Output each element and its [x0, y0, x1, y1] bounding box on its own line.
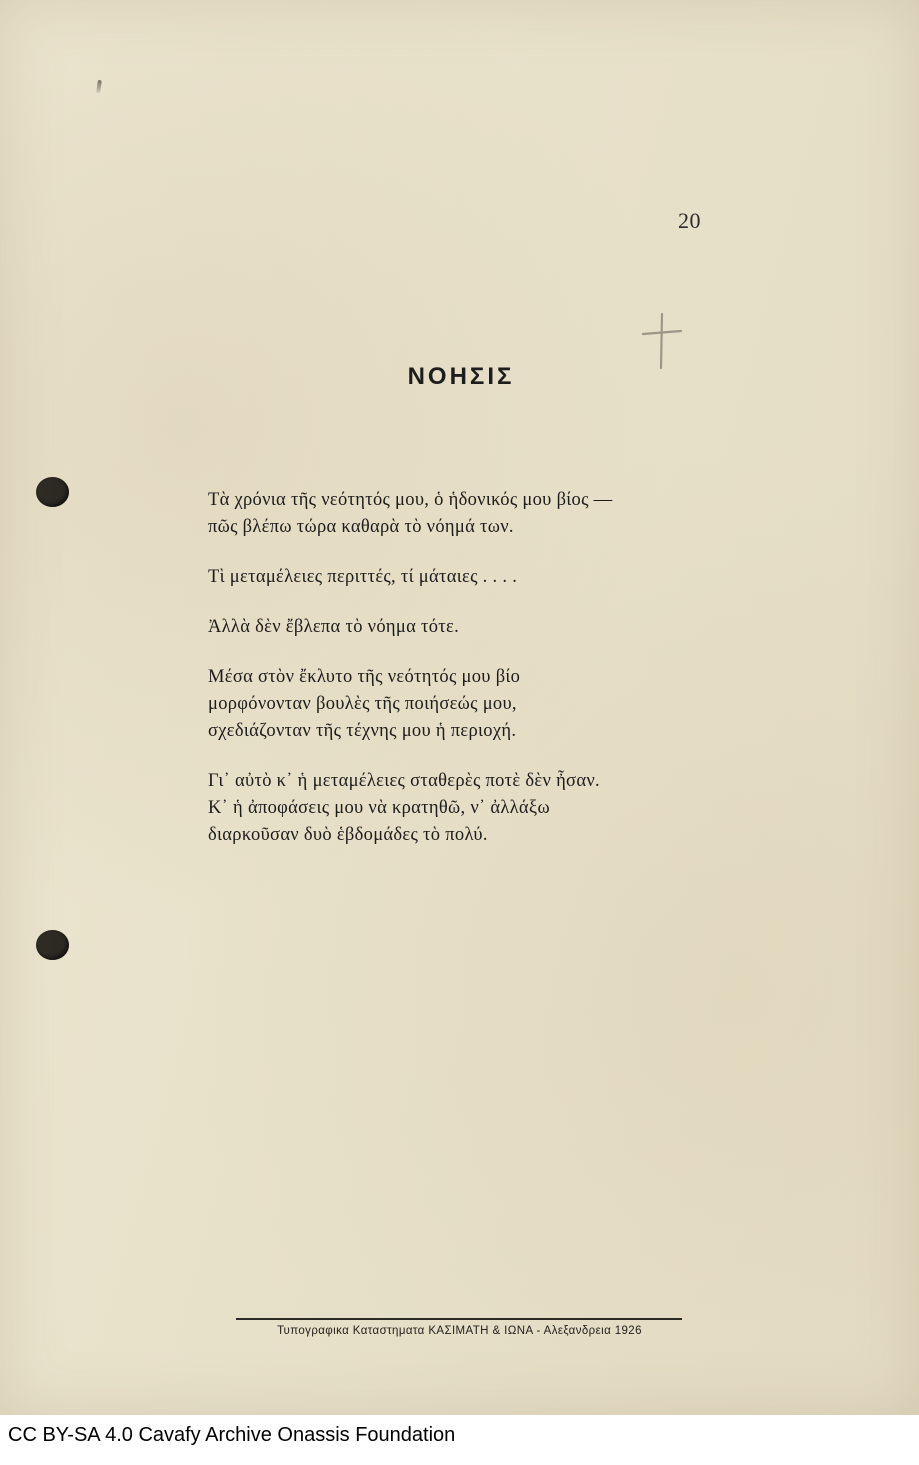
poem-line: Μέσα στὸν ἔκλυτο τῆς νεότητός μου βίο	[208, 667, 521, 687]
poem-line: πῶς βλέπω τώρα καθαρὰ τὸ νόημά των.	[208, 517, 514, 537]
license-text: CC BY-SA 4.0 Cavafy Archive Onassis Foundation	[8, 1424, 456, 1446]
poem-line: Γι᾿ αὐτὸ κ᾿ ἡ μεταμέλειες σταθερὲς ποτὲ δὲν ἦσαν.	[208, 771, 600, 791]
poem-line: Τὰ χρόνια τῆς νεότητός μου, ὁ ἡδονικός μου βίος —	[208, 490, 613, 510]
poem-stanza	[208, 664, 728, 745]
poem-stanza	[208, 487, 728, 541]
poem-stanza	[208, 768, 728, 849]
colophon-divider	[236, 1318, 682, 1320]
page-number: 20	[678, 208, 701, 233]
pencil-tick-mark	[96, 80, 102, 93]
poem-line: μορφόνονταν βουλὲς τῆς ποιήσεώς μου,	[208, 694, 517, 714]
poem-stanza	[208, 564, 728, 591]
poem-line: διαρκοῦσαν δυὸ ἑβδομάδες τὸ πολύ.	[208, 825, 488, 845]
poem-body	[208, 487, 728, 849]
poem-stanza	[208, 614, 728, 641]
poem-line: Τὶ μεταμέλειες περιττές, τί μάταιες . . . .	[208, 567, 518, 587]
colophon: Τυπογραφικα Καταστηματα ΚΑΣΙΜΑΤΗ & ΙΩΝΑ - Αλεξανδρεια 1926	[277, 1325, 642, 1337]
poem-line: σχεδιάζονταν τῆς τέχνης μου ἡ περιοχή.	[208, 721, 517, 741]
poem-line: Κ᾿ ἡ ἀποφάσεις μου νὰ κρατηθῶ, ν᾿ ἀλλάξω	[208, 798, 550, 818]
punch-hole-bottom	[36, 930, 69, 960]
page-title: ΝΟΗΣΙΣ	[407, 363, 515, 390]
punch-hole-top	[36, 477, 69, 507]
pencil-cross-mark	[640, 312, 684, 370]
poem-line: Ἀλλὰ δὲν ἔβλεπα τὸ νόημα τότε.	[208, 617, 460, 637]
